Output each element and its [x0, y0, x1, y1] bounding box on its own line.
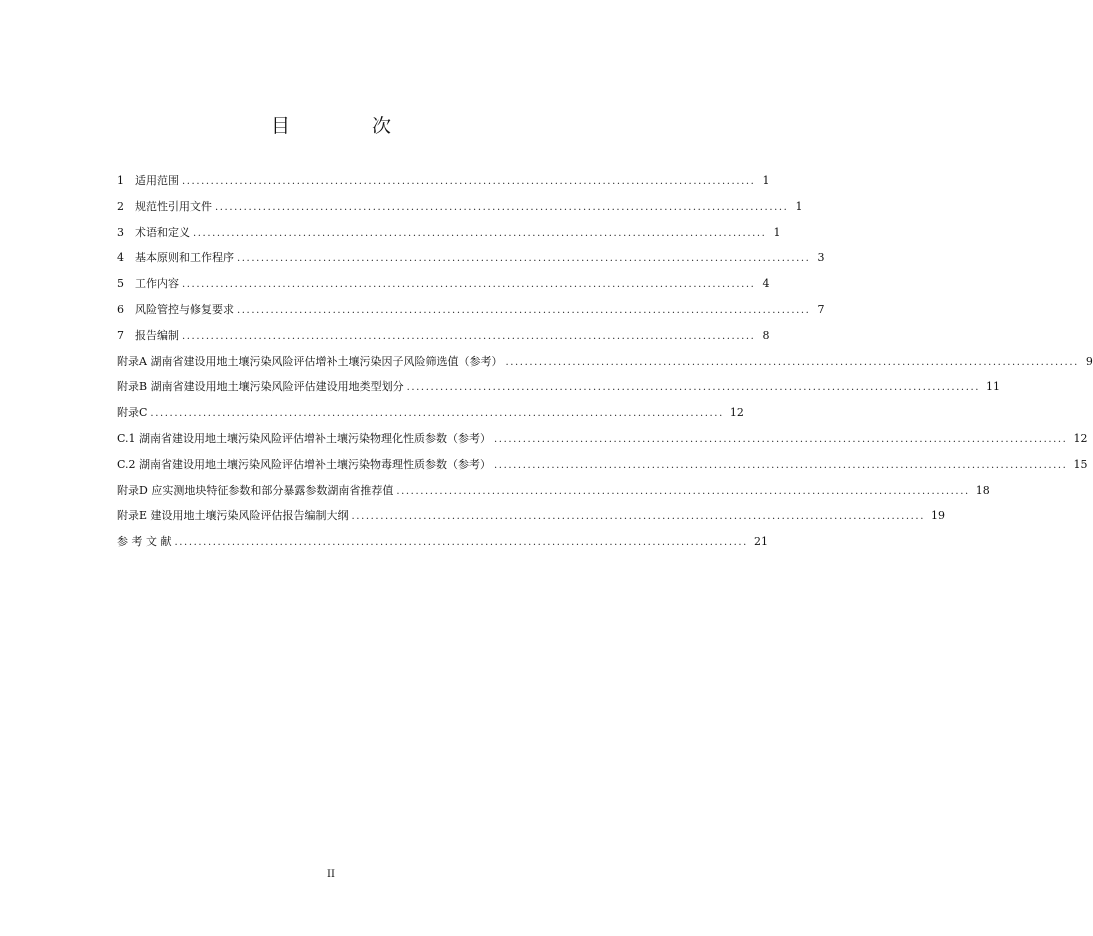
toc-title: 目 次	[270, 115, 430, 137]
dot-leader: ........................................................................................................................	[505, 356, 1079, 368]
toc-entry-number: 7	[117, 328, 124, 342]
toc-entry-appendix[interactable]	[117, 503, 945, 529]
toc-entry-number: 6	[117, 302, 124, 316]
toc-entry[interactable]	[117, 194, 803, 220]
toc-entry[interactable]	[117, 297, 825, 323]
toc-entry-number: 5	[117, 277, 124, 291]
toc-entry-page: 18	[975, 483, 990, 497]
toc-entry-label: 适用范围	[135, 174, 179, 187]
toc-entry[interactable]	[117, 168, 770, 194]
toc-entry-page: 11	[986, 380, 1001, 394]
toc-entry[interactable]	[117, 323, 770, 349]
dot-leader: ........................................................................................................................	[182, 279, 756, 291]
toc-entry-label: 附录D 应实测地块特征参数和部分暴露参数湖南省推荐值	[117, 483, 394, 497]
toc-entry-label: 附录C	[117, 406, 148, 420]
toc-entry-label: 术语和定义	[135, 225, 190, 239]
toc-list	[117, 168, 1093, 555]
toc-entry-page: 4	[762, 277, 770, 291]
toc-entry-label: C.2 湖南省建设用地土壤污染风险评估增补土壤污染物毒理性质参数（参考）	[117, 457, 492, 471]
toc-entry-label: 参 考 文 献	[117, 535, 172, 549]
toc-entry-label: 附录B 湖南省建设用地土壤污染风险评估建设用地类型划分	[117, 380, 404, 394]
toc-entry-subsection[interactable]	[117, 426, 1088, 452]
dot-leader: ........................................................................................................................	[396, 485, 970, 497]
dot-leader: ........................................................................................................................	[182, 330, 756, 342]
toc-entry-page: 1	[795, 199, 803, 213]
toc-entry-page: 3	[817, 251, 825, 265]
toc-entry-label: 规范性引用文件	[135, 199, 212, 213]
toc-entry-label: 附录E 建设用地土壤污染风险评估报告编制大纲	[117, 509, 349, 523]
dot-leader: ........................................................................................................................	[494, 433, 1068, 445]
toc-entry-appendix[interactable]	[117, 349, 1093, 375]
dot-leader: ........................................................................................................................	[182, 176, 756, 187]
toc-entry-label: 风险管控与修复要求	[135, 302, 234, 316]
toc-entry-page: 15	[1073, 457, 1088, 471]
dot-leader: ........................................................................................................................	[237, 253, 811, 265]
toc-entry-page: 1	[762, 174, 770, 187]
toc-entry-page: 1	[773, 225, 781, 239]
toc-entry-page: 8	[762, 328, 770, 342]
toc-entry-page: 19	[930, 509, 945, 523]
toc-entry[interactable]	[117, 220, 781, 246]
toc-entry-appendix[interactable]	[117, 374, 1001, 400]
dot-leader: ........................................................................................................................	[351, 511, 925, 523]
dot-leader: ........................................................................................................................	[193, 227, 767, 239]
toc-entry-page: 12	[729, 406, 744, 420]
toc-entry-appendix[interactable]	[117, 478, 990, 504]
toc-entry-page: 12	[1073, 431, 1088, 445]
toc-entry-label: 报告编制	[135, 328, 179, 342]
toc-entry-page: 9	[1085, 354, 1093, 368]
toc-entry-number: 4	[117, 251, 124, 265]
dot-leader: ........................................................................................................................	[174, 537, 748, 549]
dot-leader: ........................................................................................................................	[215, 201, 789, 213]
toc-entry-page: 21	[753, 535, 768, 549]
page-number: II	[327, 869, 335, 880]
dot-leader: ........................................................................................................................	[150, 408, 724, 420]
toc-entry-number: 1	[117, 174, 124, 187]
toc-entry-page: 7	[817, 302, 825, 316]
toc-entry-label: 基本原则和工作程序	[135, 251, 234, 265]
toc-entry-references[interactable]	[117, 529, 768, 555]
toc-entry-label: 工作内容	[135, 277, 179, 291]
toc-entry-appendix[interactable]	[117, 400, 744, 426]
toc-entry-label: 附录A 湖南省建设用地土壤污染风险评估增补土壤污染因子风险筛选值（参考）	[117, 354, 503, 368]
dot-leader: ........................................................................................................................	[406, 382, 981, 394]
toc-entry-subsection[interactable]	[117, 452, 1088, 478]
toc-entry-number: 3	[117, 225, 124, 239]
dot-leader: ........................................................................................................................	[237, 304, 811, 316]
toc-entry-number: 2	[117, 199, 124, 213]
toc-entry[interactable]	[117, 245, 825, 271]
dot-leader: ........................................................................................................................	[494, 459, 1068, 471]
toc-entry[interactable]	[117, 271, 770, 297]
toc-entry-label: C.1 湖南省建设用地土壤污染风险评估增补土壤污染物理化性质参数（参考）	[117, 431, 492, 445]
